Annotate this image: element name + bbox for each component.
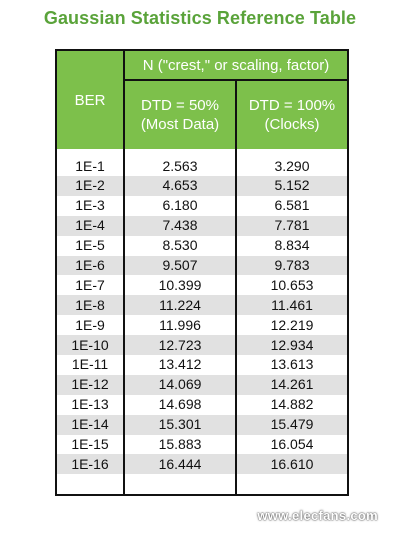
header-dtd-50 [124,80,236,149]
dtd-100-cell: 12.219 [270,316,314,333]
table-row [57,196,347,216]
table-row [57,176,347,196]
table-row [57,236,347,256]
table-row [57,415,347,435]
watermark [234,508,378,524]
table-row [57,295,347,315]
table-row [57,435,347,455]
dtd-50-cell: 12.723 [124,335,236,355]
dtd-50-cell: 11.996 [124,315,236,335]
dtd-100-cell: 12.934 [236,335,347,355]
spacer-cell [57,474,124,494]
dtd-100-cell: 10.653 [270,276,314,293]
dtd-50-cell: 10.399 [124,275,236,295]
header-ber: BER [57,51,124,149]
elecfans-logo-icon [234,510,254,524]
ber-cell: 1E-14 [57,415,124,435]
ber-cell: 1E-15 [57,435,124,455]
dtd-100-cell: 5.152 [236,176,347,196]
table-row [57,315,347,335]
dtd-100-cell: 8.834 [274,237,310,254]
ber-cell: 1E-7 [57,275,124,295]
header-dtd-100-line1: DTD = 100% [248,97,336,114]
ber-cell: 1E-6 [57,256,124,276]
ber-cell: 1E-9 [57,315,124,335]
ber-cell: 1E-11 [57,355,124,375]
dtd-100-cell: 9.783 [236,256,347,276]
ber-cell: 1E-1 [57,149,124,176]
dtd-100-cell: 14.261 [236,375,347,395]
dtd-50-cell: 14.698 [124,395,236,415]
ber-cell: 1E-13 [57,395,124,415]
header-dtd-50-line2: (Most Data) [140,116,220,133]
dtd-100-cell: 16.054 [270,436,314,453]
ber-cell: 1E-3 [57,196,124,216]
table-row [57,454,347,474]
ber-cell: 1E-2 [57,176,124,196]
dtd-50-cell: 4.653 [124,176,236,196]
dtd-50-cell: 16.444 [124,454,236,474]
ber-cell: 1E-5 [57,236,124,256]
table-bottom-spacer [57,474,347,494]
dtd-100-cell: 13.613 [270,356,314,373]
dtd-50-cell: 15.883 [124,435,236,455]
table-row [57,216,347,236]
ber-cell: 1E-12 [57,375,124,395]
dtd-100-cell: 15.479 [236,415,347,435]
table-title: Gaussian Statistics Reference Table [43,8,357,28]
dtd-100-cell: 6.581 [274,197,310,214]
dtd-100-cell: 3.290 [274,158,310,174]
header-scaling-factor: N ("crest," or scaling, factor) [124,51,347,80]
ber-cell: 1E-8 [57,295,124,315]
watermark-text: www.elecfans.com [257,508,378,524]
table-row [57,395,347,415]
dtd-50-cell: 15.301 [124,415,236,435]
header-dtd-50-line1: DTD = 50% [141,97,219,114]
dtd-50-cell: 9.507 [124,256,236,276]
ber-cell: 1E-16 [57,454,124,474]
table-row [57,335,347,355]
reference-table [57,51,347,494]
dtd-100-cell: 16.610 [236,454,347,474]
ber-cell: 1E-10 [57,335,124,355]
header-dtd-100-line2: (Clocks) [264,116,320,133]
header-dtd-100 [236,80,347,149]
dtd-50-cell: 11.224 [124,295,236,315]
dtd-100-cell: 7.781 [236,216,347,236]
gaussian-table [55,49,349,496]
table-row [57,375,347,395]
dtd-50-cell: 2.563 [124,149,236,176]
table-body [57,149,347,494]
dtd-100-cell: 11.461 [236,295,347,315]
dtd-100-cell: 14.882 [270,396,314,413]
spacer-cell [124,474,236,494]
ber-cell: 1E-4 [57,216,124,236]
dtd-50-cell: 8.530 [124,236,236,256]
table-row [57,275,347,295]
spacer-cell [236,474,347,494]
table-row [57,256,347,276]
dtd-50-cell: 13.412 [124,355,236,375]
dtd-50-cell: 14.069 [124,375,236,395]
dtd-50-cell: 6.180 [124,196,236,216]
table-row [57,355,347,375]
table-row [57,149,347,176]
dtd-50-cell: 7.438 [124,216,236,236]
